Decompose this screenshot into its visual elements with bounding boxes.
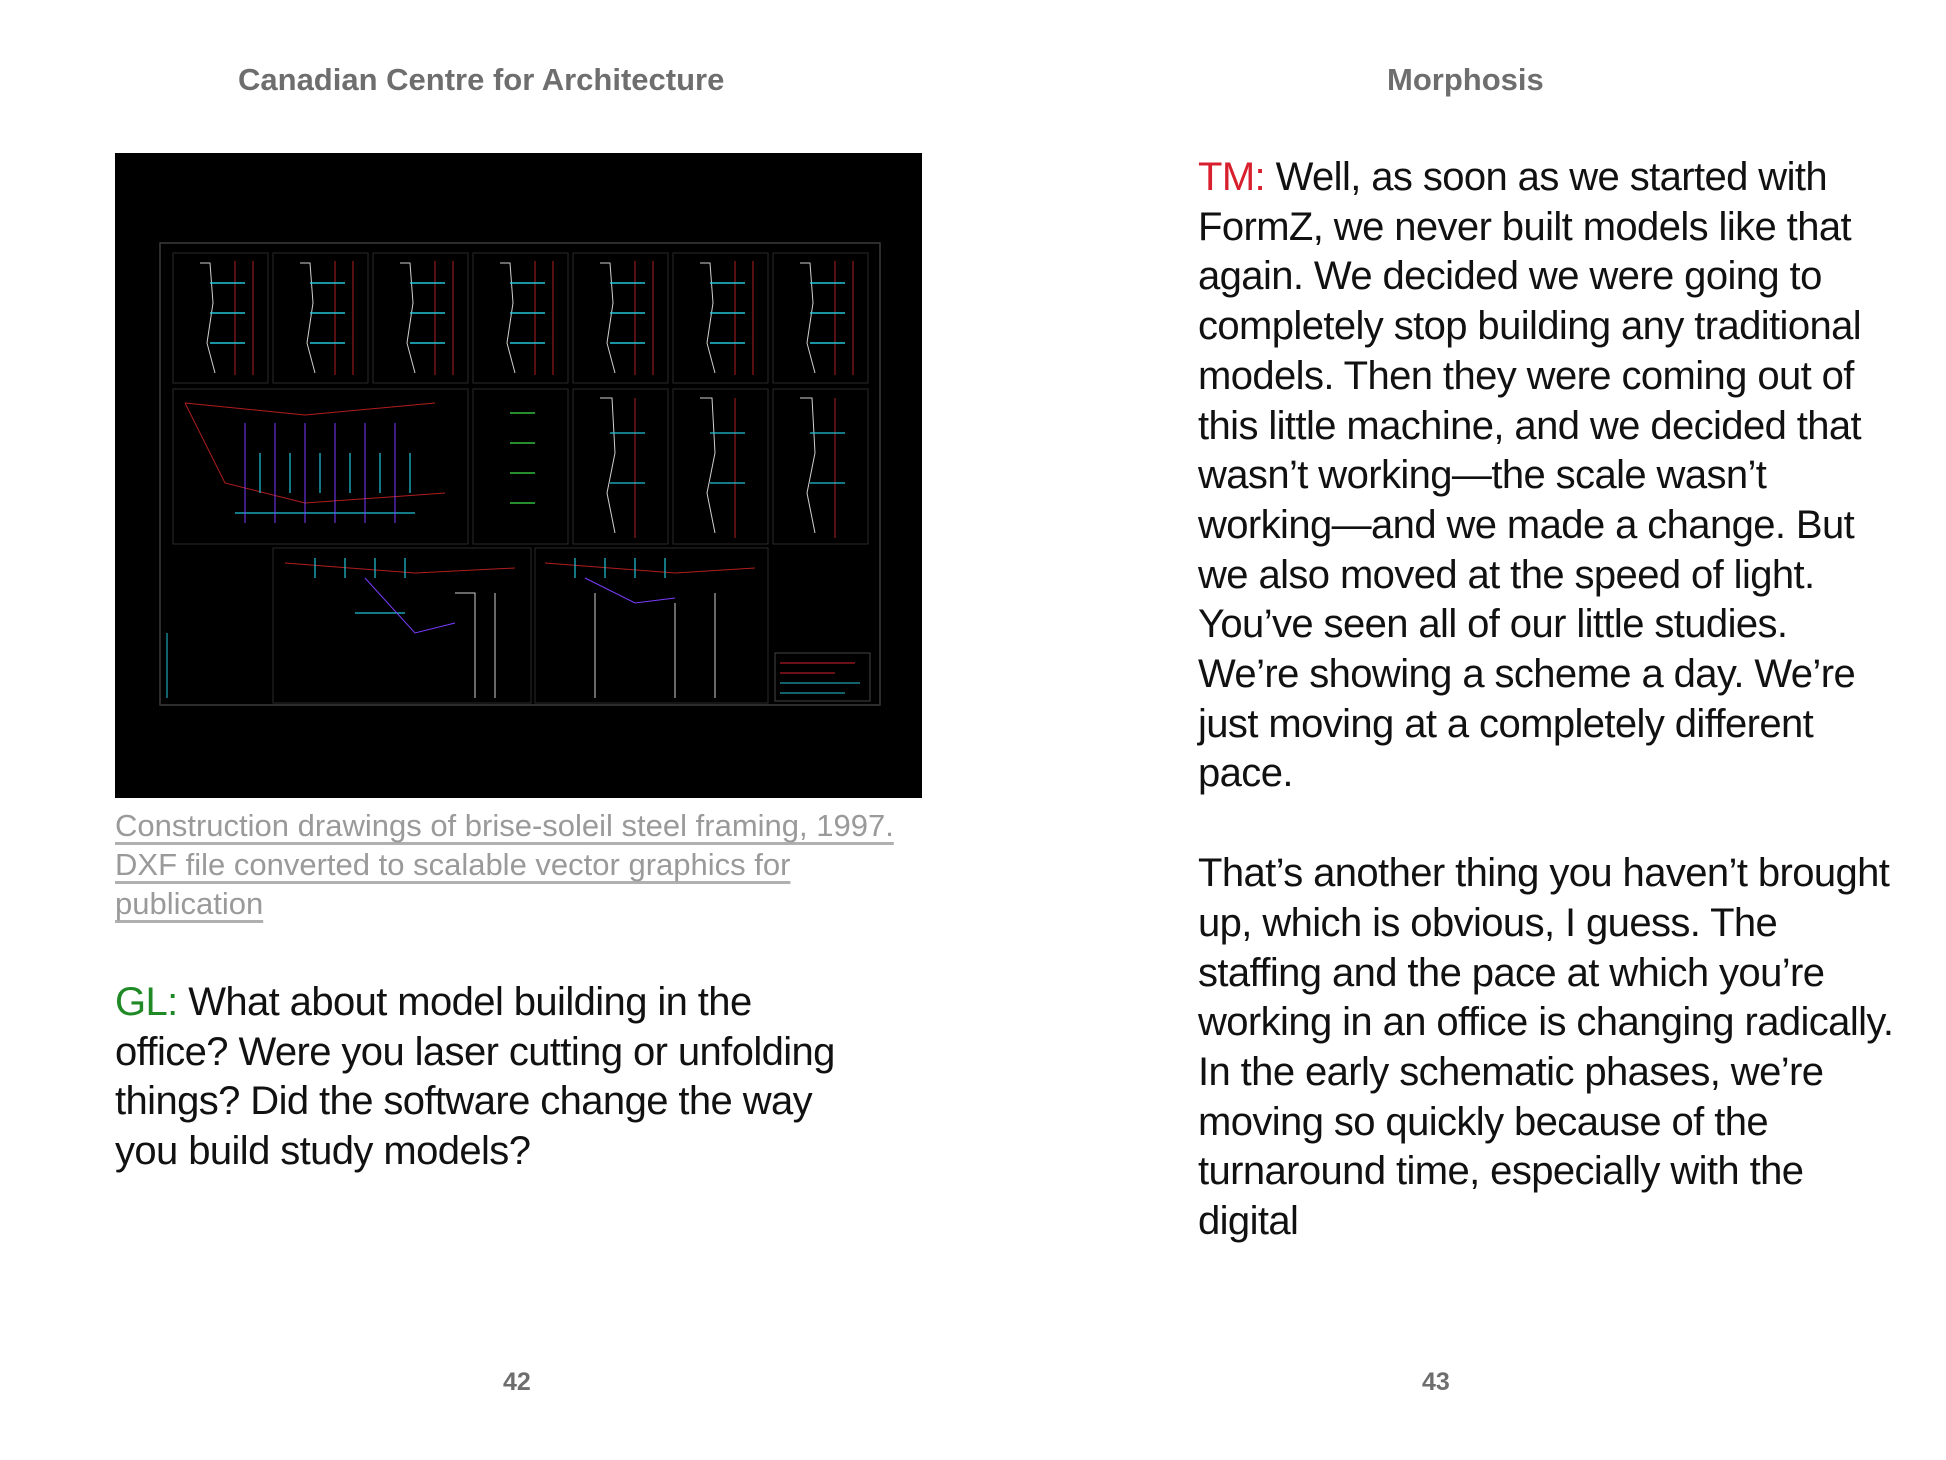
page-number-right: 43 bbox=[1422, 1368, 1450, 1396]
running-head-left: Canadian Centre for Architecture bbox=[238, 62, 725, 97]
right-page bbox=[973, 0, 1946, 1460]
speaker-tm-label: TM: bbox=[1198, 155, 1266, 199]
question-paragraph bbox=[115, 978, 835, 1177]
figure-caption[interactable] bbox=[115, 806, 905, 923]
figure-caption-link[interactable]: Construction drawings of brise-soleil steel framing, 1997. DXF file converted to scalable vector graphics for publication bbox=[115, 808, 894, 921]
answer-block bbox=[1198, 153, 1898, 1297]
continuation-paragraph: That’s another thing you haven’t brought up, which is obvious, I guess. The staffing and the pace at which you’re working in an office is changing radically. In the early schematic phases, we’re moving so quickly because of the turnaround time, especially with the digital bbox=[1198, 851, 1894, 1244]
cad-drawing-image bbox=[115, 153, 922, 798]
answer-paragraph bbox=[1198, 153, 1898, 799]
question-text: What about model building in the office? Were you laser cutting or unfolding things? Did the software change the way you build study models? bbox=[115, 980, 835, 1174]
page-number-left: 42 bbox=[503, 1368, 531, 1396]
running-head-right: Morphosis bbox=[1387, 62, 1544, 97]
answer-text: Well, as soon as we started with FormZ, we never built models like that again. We decided we were going to completely stop building any traditional models. Then they were coming out of this little machine, and we decided that wasn’t working—the scale wasn’t working—and we made a change. But we also moved at the speed of light. You’ve seen all of our little studies. We’re showing a scheme a day. We’re just moving at a completely different pace. bbox=[1198, 155, 1862, 796]
speaker-gl-label: GL: bbox=[115, 980, 178, 1024]
